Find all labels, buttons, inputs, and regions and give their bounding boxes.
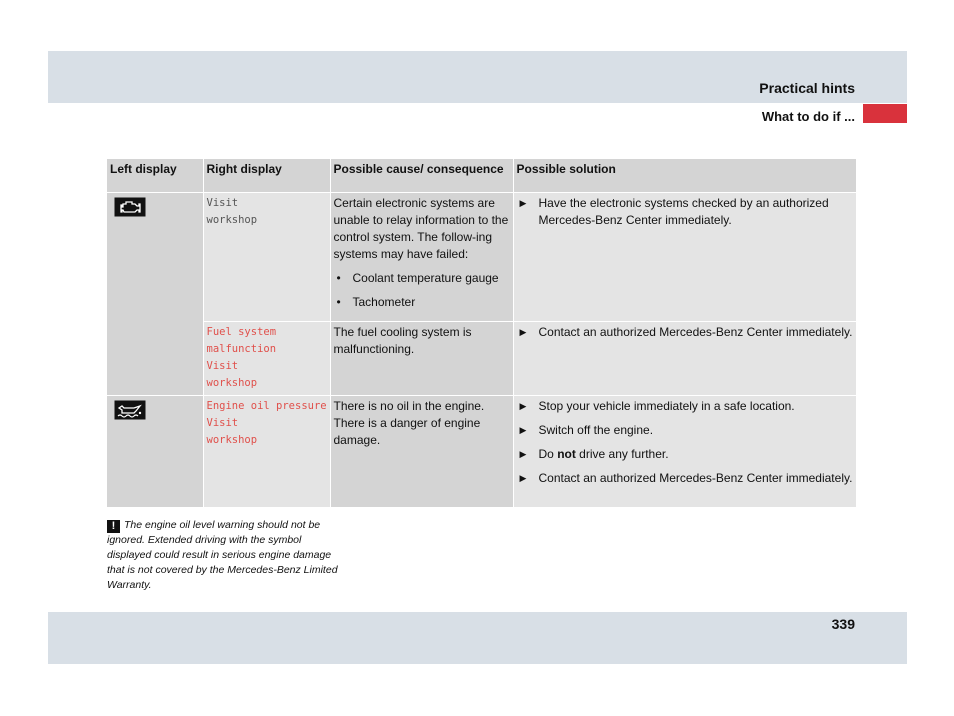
subsection-title: What to do if ... [761,109,855,124]
table-header-row [107,159,856,192]
solution-steps [517,324,853,341]
solution-steps [517,195,853,229]
page-number: 339 [831,616,855,632]
cause-cell [330,395,513,507]
display-messages-table [107,159,857,508]
emphasis-not: not [557,446,576,461]
solution-cell [513,395,856,507]
section-title: Practical hints [759,80,855,96]
header-left-display: Left display [107,159,203,192]
header-possible-cause: Possible cause/ consequence [330,159,513,192]
left-display-cell [107,192,203,395]
right-display-text: Engine oil pressure Visit workshop [206,399,327,446]
table-row [107,321,856,395]
solution-step: ▶ Have the electronic systems checked by an authorized Mercedes-Benz Center immediately. [519,195,829,227]
solution-step: ▶ Do not drive any further. [519,446,669,461]
right-display-text: Visit workshop [206,196,258,226]
right-display-text: Fuel system malfunction Visit workshop [206,325,277,389]
right-display-cell [203,321,330,395]
solution-step: ▶ Contact an authorized Mercedes-Benz Center immediately. [519,470,853,485]
warning-text: The engine oil level warning should not be ignored. Extended driving with the symbol displayed could result in serious engine damage that is not covered by the Mercedes-Benz Limited Warranty. [107,519,338,591]
arrow-right-icon: ▶ [519,424,527,435]
header-right-display: Right display [203,159,330,192]
warning-icon: ! [107,520,120,533]
cause-text: The fuel cooling system is malfunctioning. [333,324,472,356]
right-display-cell [203,395,330,507]
solution-step: ▶ Switch off the engine. [519,422,654,437]
arrow-right-icon: ▶ [519,472,527,483]
cause-text: There is no oil in the engine. There is a danger of engine damage. [333,398,485,447]
warning-note [107,518,347,593]
list-item: • Coolant temperature gauge [334,270,510,287]
engine-diagnosis-icon [114,197,146,222]
header-possible-solution: Possible solution [513,159,856,192]
failed-systems-list [334,270,510,311]
table-row [107,395,856,507]
arrow-right-icon: ▶ [519,326,527,337]
solution-cell [513,321,856,395]
cause-cell [330,192,513,321]
arrow-right-icon: ▶ [519,400,527,411]
solution-steps [517,398,853,487]
solution-step: ▶ Stop your vehicle immediately in a safe location. [519,398,795,413]
cause-cell [330,321,513,395]
footer-band [48,612,907,664]
cause-text: Certain electronic systems are unable to relay information to the control system. The follow-ing systems may have failed: [333,195,509,261]
oil-pressure-icon [114,400,146,425]
table-row [107,192,856,321]
solution-cell [513,192,856,321]
right-display-cell [203,192,330,321]
list-item: • Tachometer [334,294,510,311]
arrow-right-icon: ▶ [519,197,527,208]
left-display-cell [107,395,203,507]
solution-step: ▶ Contact an authorized Mercedes-Benz Center immediately. [519,324,853,339]
section-tab-marker [863,104,907,123]
arrow-right-icon: ▶ [519,448,527,459]
